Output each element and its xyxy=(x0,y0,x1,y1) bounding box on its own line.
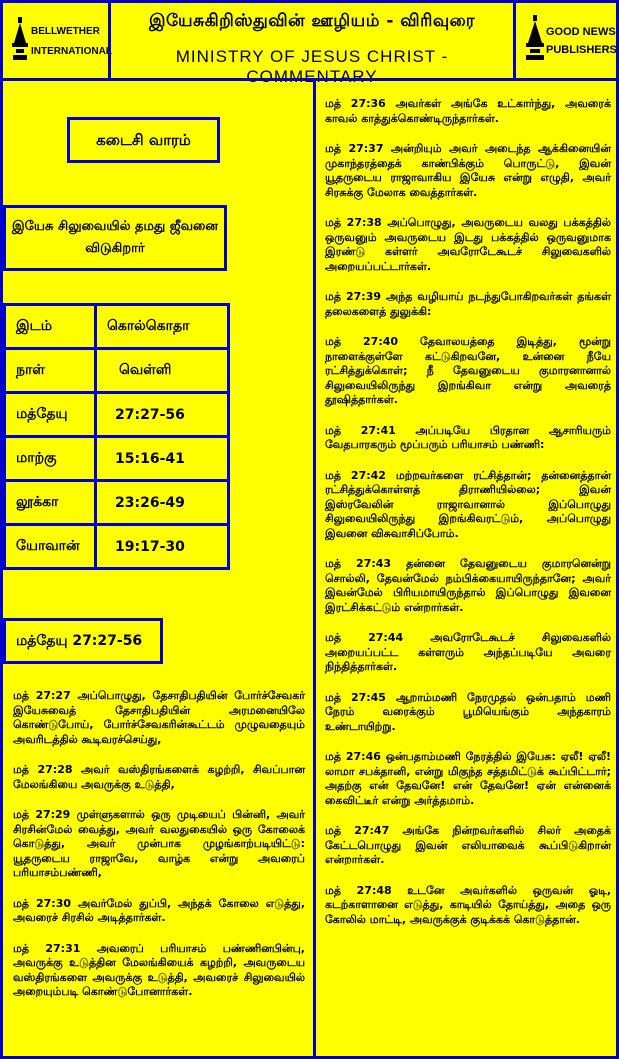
table-key: மாற்கு xyxy=(5,437,96,481)
table-key: மத்தேயு xyxy=(5,393,96,437)
verse-paragraph: மத் 27:41 அப்படியே பிரதான ஆசாரியரும் வேதபாரகரும் மூப்பரும் பரியாசம் பண்ணி: xyxy=(325,423,611,451)
table-key: இடம் xyxy=(5,305,96,349)
verse-paragraph: மத் 27:37 அன்றியும் அவர் அடைந்த ஆக்கினையின் முகாந்தரத்தைக் காண்பிக்கும் பொருட்டு, இவன் யூதருடைய ராஜாவாகிய இயேசு என்று எழுதி, அவர் சிரசுக்கு மேலாக வைத்தார்கள். xyxy=(325,142,611,199)
table-row xyxy=(5,305,229,349)
table-row xyxy=(5,481,229,525)
event-title: இயேசு சிலுவையில் தமது ஜீவனை விடுகிறார் xyxy=(3,205,227,271)
table-key: நாள் xyxy=(5,349,96,393)
verse-paragraph: மத் 27:44 அவரோடேகூடச் சிலுவைகளில் அறையப்பட்ட கள்ளரும் அந்தப்படியே அவரை நிந்தித்தார்கள். xyxy=(325,631,611,673)
table-key: யோவான் xyxy=(5,525,96,569)
good-news-logo-line2: PUBLISHERS xyxy=(546,44,617,56)
verse-paragraph: மத் 27:28 அவர் வஸ்திரங்களைக் கழற்றி, சிவப்பான மேலங்கியை அவருக்கு உடுத்தி, xyxy=(13,763,305,791)
good-news-logo-line1: GOOD NEWS xyxy=(546,26,616,38)
table-value: 27:27-56 xyxy=(96,393,229,437)
table-value: 23:26-49 xyxy=(96,481,229,525)
table-value: 15:16-41 xyxy=(96,437,229,481)
table-value: கொல்கொதா xyxy=(96,305,229,349)
bellwether-logo-line1: BELLWETHER xyxy=(31,26,100,37)
header-title-cell xyxy=(108,3,516,86)
verse-paragraph: மத் 27:40 தேவாலயத்தை இடித்து, மூன்று நாளைக்குள்ளே கட்டுகிறவனே, உன்னை நீயே ரட்சித்துக்கொள்; நீ தேவனுடைய குமாரனானால் சிலுவையிலிருந்து இறங்கிவா என்று அவரைத் தூஷித்தார்கள். xyxy=(325,335,611,406)
verse-paragraph: மத் 27:45 ஆறாம்மணி நேரமுதல் ஒன்பதாம் மணி நேரம் வரைக்கும் பூமியெங்கும் அந்தகாரம் உண்டாயிற்று. xyxy=(325,690,611,733)
table-row xyxy=(5,393,229,437)
table-value: 19:17-30 xyxy=(96,525,229,569)
title-english: MINISTRY OF JESUS CHRIST - COMMENTARY xyxy=(175,47,449,86)
right-verse-list xyxy=(325,97,611,943)
verse-paragraph: மத் 27:31 அவரைப் பரியாசம் பண்ணினபின்பு, அவருக்கு உடுத்தின மேலங்கியைக் கழற்றி, அவருடைய வஸ்திரங்களை அவருக்கு உடுத்தி, அவரைச் சிலுவையில் அறையும்படி கொண்டுபோனார்கள். xyxy=(13,941,305,998)
verse-paragraph: மத் 27:29 முள்ளுகளால் ஒரு முடியைப் பின்னி, அவர் சிரசின்மேல் வைத்து, அவர் வலதுகையில் ஒரு கோலைக் கொடுத்து, அவர் முன்பாக முழங்காற்படியிட்டு: யூதருடைய ராஜாவே, வாழ்க என்று அவரைப் பரியாசம்பண்ணி, xyxy=(13,808,305,879)
verse-paragraph: மத் 27:27 அப்பொழுது, தேசாதிபதியின் போர்ச்சேவகர் இயேசுவைத் தேசாதிபதியின் அரமனையிலே கொண்டுபோய், போர்ச்சேவகரின்கூட்டம் முழுவதையும் அவரிடத்தில் கூடிவரச்செய்து, xyxy=(13,689,305,746)
header-left-logo-cell xyxy=(3,3,111,81)
verse-paragraph: மத் 27:30 அவர்மேல் துப்பி, அந்தக் கோலை எடுத்து, அவரைச் சிரசில் அடித்தார்கள். xyxy=(13,896,305,924)
table-row xyxy=(5,349,229,393)
verse-paragraph: மத் 27:43 தன்னை தேவனுடைய குமாரனென்று சொல்லி, தேவன்மேல் நம்பிக்கையாயிருந்தானே; அவர் இவன்மேல் பிரியமாயிருந்தால் இப்பொழுது இவனை இரட்சிக்கட்டும் என்றார்கள். xyxy=(325,557,611,614)
bellwether-logo-icon xyxy=(11,17,29,61)
header-right-logo-cell xyxy=(513,3,616,81)
verse-paragraph: மத் 27:42 மற்றவர்களை ரட்சித்தான்; தன்னைத்தான் ரட்சித்துக்கொள்ளத் திராணியில்லை; இவன் இஸ்ரவேலின் ராஜாவானால் இப்பொழுது சிலுவையிலிருந்து இறங்கிவரட்டும், அப்பொழுது இவனை விசுவாசிப்போம். xyxy=(325,468,611,540)
verse-paragraph: மத் 27:39 அந்த வழியாய் நடந்துபோகிறவர்கள் தங்கள் தலைகளைத் துலுக்கி: xyxy=(325,290,611,318)
verse-paragraph: மத் 27:47 அங்கே நின்றவர்களில் சிலர் அதைக் கேட்டபொழுது இவன் எலியாவைக் கூப்பிடுகிறான் என்றார்கள். xyxy=(325,824,611,866)
verse-paragraph: மத் 27:38 அப்பொழுது, அவருடைய வலது பக்கத்தில் ஒருவனும் அவருடைய இடது பக்கத்தில் ஒருவனுமாக இரண்டு கள்ளர் அவரோடேகூடச் சிலுவைகளில் அறையப்பட்டார்கள். xyxy=(325,216,611,273)
week-label: கடைசி வாரம் xyxy=(67,117,220,163)
good-news-logo-icon xyxy=(524,15,546,61)
verse-paragraph: மத் 27:46 ஒன்பதாம்மணி நேரத்தில் இயேசு: ஏலீ! ஏலீ! லாமா சபக்தானி, என்று மிகுந்த சத்தமிட்டுக் கூப்பிட்டார்; அதற்கு என் தேவனே! என் தேவனே! ஏன் என்னைக் கைவிட்டீர் என்று அர்த்தமாம். xyxy=(325,750,611,807)
table-row xyxy=(5,525,229,569)
table-key: லூக்கா xyxy=(5,481,96,525)
passage-label: மத்தேயு 27:27-56 xyxy=(3,618,163,664)
verse-paragraph: மத் 27:36 அவர்கள் அங்கே உட்கார்ந்து, அவரைக் காவல் காத்துக்கொண்டிருந்தார்கள். xyxy=(325,97,611,125)
table-row xyxy=(5,437,229,481)
title-tamil: இயேசுகிறிஸ்துவின் ஊழியம் - விரிவுரை xyxy=(148,11,476,31)
bellwether-logo-line2: INTERNATIONAL xyxy=(31,46,112,57)
verse-paragraph: மத் 27:48 உடனே அவர்களில் ஒருவன் ஓடி, கடற்காளானை எடுத்து, காடியில் தோய்த்து, அதை ஒரு கோலில் மாட்டி, அவருக்குக் குடிக்கக் கொடுத்தான். xyxy=(325,883,611,926)
left-verse-list xyxy=(13,689,305,1016)
table-value: வெள்ளி xyxy=(96,349,229,393)
reference-table xyxy=(3,303,230,570)
